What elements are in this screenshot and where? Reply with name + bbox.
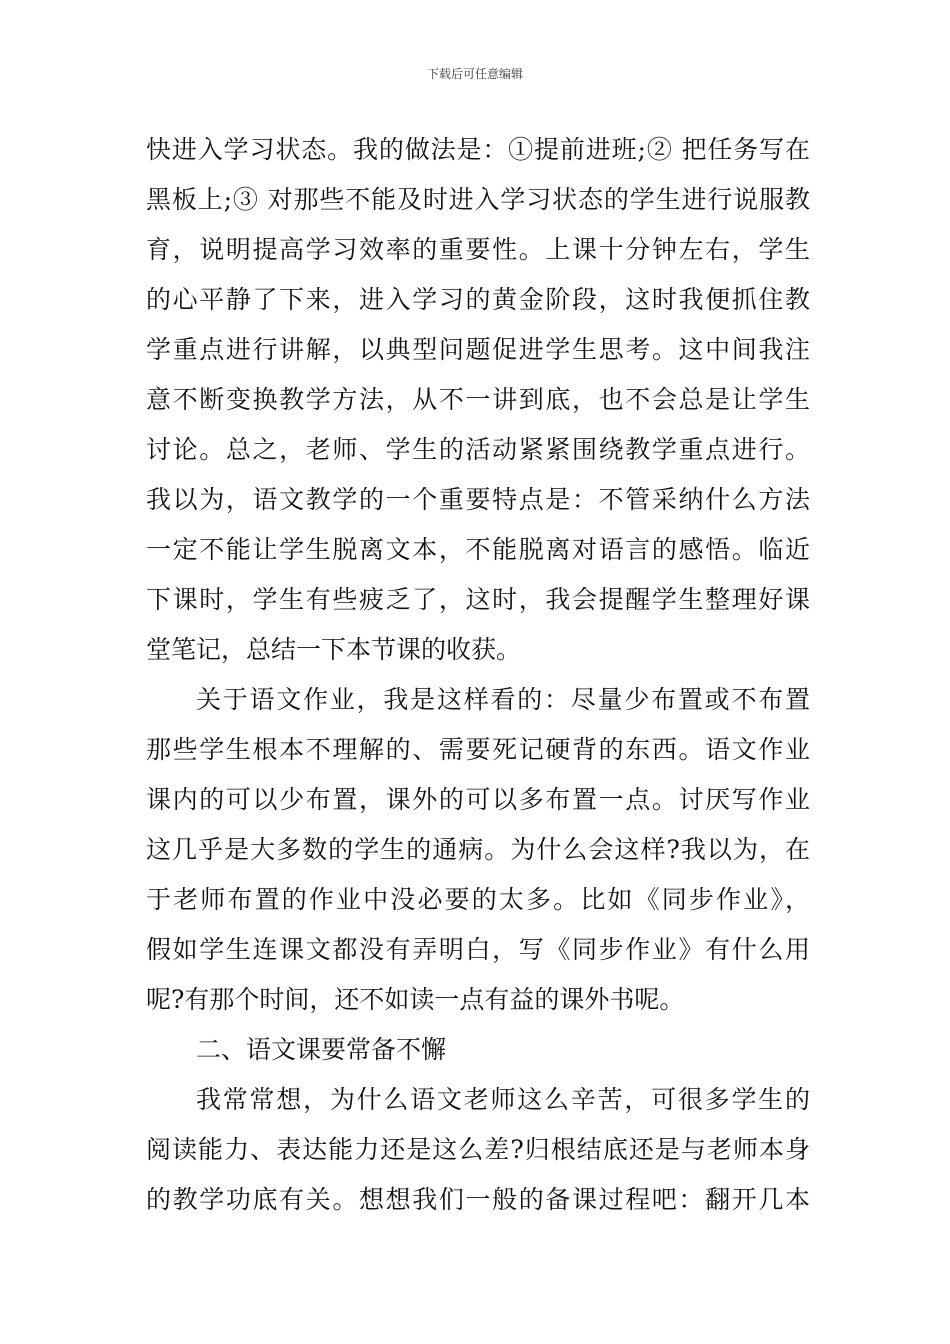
text-line: 一定不能让学生脱离文本，不能脱离对语言的感悟。临近 xyxy=(146,535,810,564)
text-line: 课内的可以少布置，课外的可以多布置一点。讨厌写作业 xyxy=(146,785,810,814)
text-line: 假如学生连课文都没有弄明白，写《同步作业》有什么用 xyxy=(146,935,810,964)
text-line: 学重点进行讲解，以典型问题促进学生思考。这中间我注 xyxy=(146,335,810,364)
text-line: 这几乎是大多数的学生的通病。为什么会这样?我以为，在 xyxy=(146,835,810,864)
text-line: 下课时，学生有些疲乏了，这时，我会提醒学生整理好课 xyxy=(146,585,810,614)
text-line: 阅读能力、表达能力还是这么差?归根结底还是与老师本身 xyxy=(146,1135,810,1164)
text-line: 的心平静了下来，进入学习的黄金阶段，这时我便抓住教 xyxy=(146,285,810,314)
document-body xyxy=(146,125,810,1225)
text-line: 讨论。总之，老师、学生的活动紧紧围绕教学重点进行。 xyxy=(146,435,810,464)
text-line: 二、语文课要常备不懈 xyxy=(196,1035,447,1064)
text-line: 意不断变换教学方法，从不一讲到底，也不会总是让学生 xyxy=(146,385,810,414)
text-line: 黑板上;③ 对那些不能及时进入学习状态的学生进行说服教 xyxy=(146,185,810,214)
text-line: 于老师布置的作业中没必要的太多。比如《同步作业》， xyxy=(146,885,810,914)
text-line: 关于语文作业，我是这样看的：尽量少布置或不布置 xyxy=(196,685,810,714)
text-line: 那些学生根本不理解的、需要死记硬背的东西。语文作业 xyxy=(146,735,810,764)
text-line: 的教学功底有关。想想我们一般的备课过程吧：翻开几本 xyxy=(146,1185,810,1214)
text-line: 育，说明提高学习效率的重要性。上课十分钟左右，学生 xyxy=(146,235,810,264)
text-line: 快进入学习状态。我的做法是：①提前进班;② 把任务写在 xyxy=(146,135,810,164)
text-line: 我以为，语文教学的一个重要特点是：不管采纳什么方法 xyxy=(146,485,810,514)
text-line: 我常常想，为什么语文老师这么辛苦，可很多学生的 xyxy=(196,1085,810,1114)
text-line: 堂笔记，总结一下本节课的收获。 xyxy=(146,635,522,664)
page-header: 下载后可任意编辑 xyxy=(426,67,523,81)
text-line: 呢?有那个时间，还不如读一点有益的课外书呢。 xyxy=(146,985,685,1014)
